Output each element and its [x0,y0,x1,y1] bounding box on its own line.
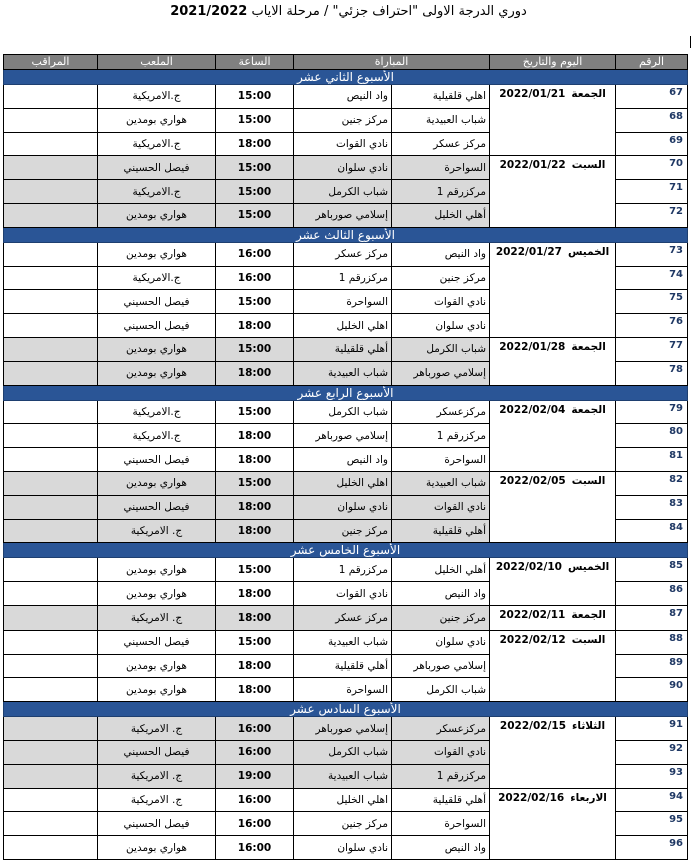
kickoff-time: 15:00 [216,85,294,109]
document-title [0,2,697,22]
away-team: السواحرة [294,290,392,314]
home-team: شباب الكرمل [392,337,490,361]
observer [4,495,98,519]
home-team: إسلامي صورباهر [392,361,490,385]
match-row [4,400,688,424]
home-team: أهلي الخليل [392,203,490,227]
venue: ج.الامريكية [98,266,216,290]
home-team: شباب العبيدية [392,108,490,132]
match-day-date [490,630,616,701]
venue: فيصل الحسيني [98,314,216,338]
match-number: 81 [616,448,688,472]
match-date: 2022/01/28 [499,340,566,353]
venue: ج. الامريكية [98,519,216,543]
header-time: الساعة [216,55,294,70]
observer [4,424,98,448]
kickoff-time: 15:00 [216,400,294,424]
match-number: 77 [616,337,688,361]
observer [4,605,98,630]
day-name: الخميس [567,245,610,258]
match-row [4,471,688,495]
match-row [4,337,688,361]
venue: هواري بومدين [98,654,216,678]
venue: ج. الامريكية [98,788,216,812]
observer [4,290,98,314]
day-name: الجمعة [571,403,606,416]
match-number: 67 [616,85,688,109]
observer [4,156,98,180]
week-label: الأسبوع الثالث عشر [4,227,688,242]
home-team: السواحرة [392,812,490,836]
match-row [4,788,688,812]
kickoff-time: 15:00 [216,108,294,132]
home-team: نادي القوات [392,495,490,519]
match-number: 96 [616,836,688,860]
away-team: مركز عسكر [294,242,392,266]
match-row [4,156,688,180]
match-row [4,717,688,741]
match-number: 75 [616,290,688,314]
kickoff-time: 18:00 [216,678,294,702]
match-day-date [490,400,616,471]
kickoff-time: 16:00 [216,836,294,860]
kickoff-time: 16:00 [216,740,294,764]
venue: هواري بومدين [98,108,216,132]
venue: فيصل الحسيني [98,812,216,836]
kickoff-time: 18:00 [216,654,294,678]
observer [4,654,98,678]
kickoff-time: 15:00 [216,203,294,227]
kickoff-time: 18:00 [216,582,294,606]
away-team: واد النيص [294,448,392,472]
venue: هواري بومدين [98,337,216,361]
away-team: مركز جنين [294,108,392,132]
away-team: مركز عسكر [294,605,392,630]
match-row [4,85,688,109]
kickoff-time: 15:00 [216,337,294,361]
home-team: السواحرة [392,448,490,472]
match-number: 78 [616,361,688,385]
home-team: مركز جنين [392,605,490,630]
home-team: نادي سلوان [392,630,490,654]
venue: ج. الامريكية [98,605,216,630]
away-team: شباب العبيدية [294,764,392,788]
match-number: 87 [616,605,688,630]
home-team: أهلي الخليل [392,558,490,582]
home-team: نادي سلوان [392,314,490,338]
match-number: 88 [616,630,688,654]
match-number: 70 [616,156,688,180]
match-number: 72 [616,203,688,227]
venue: ج. الامريكية [98,717,216,741]
match-day-date [490,85,616,156]
schedule-body [4,70,688,860]
week-label: الأسبوع السادس عشر [4,702,688,717]
observer [4,108,98,132]
venue: ج.الامريكية [98,400,216,424]
match-date: 2022/02/10 [495,561,562,574]
match-date: 2022/01/21 [499,88,566,100]
match-number: 92 [616,740,688,764]
header-date: اليوم والتاريخ [490,55,616,70]
header-venue: الملعب [98,55,216,70]
kickoff-time: 15:00 [216,180,294,204]
week-header-row [4,385,688,400]
match-number: 79 [616,400,688,424]
day-name: الجمعة [571,608,606,621]
kickoff-time: 16:00 [216,788,294,812]
kickoff-time: 18:00 [216,314,294,338]
away-team: شباب الكرمل [294,400,392,424]
kickoff-time: 18:00 [216,132,294,156]
match-number: 86 [616,582,688,606]
kickoff-time: 15:00 [216,630,294,654]
match-day-date [490,242,616,337]
away-team: إسلامي صورباهر [294,424,392,448]
match-number: 73 [616,242,688,266]
away-team: نادي سلوان [294,156,392,180]
home-team: إسلامي صورباهر [392,654,490,678]
venue: ج.الامريكية [98,180,216,204]
away-team: مركز جنين [294,812,392,836]
observer [4,812,98,836]
match-number: 91 [616,717,688,741]
match-date: 2022/02/11 [499,608,566,621]
observer [4,630,98,654]
day-name: السبت [571,474,606,487]
kickoff-time: 18:00 [216,519,294,543]
venue: ج.الامريكية [98,132,216,156]
kickoff-time: 18:00 [216,424,294,448]
home-team: مركزعسكر [392,400,490,424]
home-team: السواحرة [392,156,490,180]
match-number: 71 [616,180,688,204]
day-name: الخميس [567,561,610,574]
observer [4,242,98,266]
observer [4,132,98,156]
home-team: مركزعسكر [392,717,490,741]
match-number: 82 [616,471,688,495]
kickoff-time: 18:00 [216,495,294,519]
observer [4,180,98,204]
match-row [4,242,688,266]
home-team: مركزرقم 1 [392,180,490,204]
match-row [4,605,688,630]
observer [4,361,98,385]
observer [4,558,98,582]
kickoff-time: 18:00 [216,448,294,472]
away-team: اهلي الخليل [294,314,392,338]
title-year: 2021/2022 [170,4,248,19]
observer [4,717,98,741]
kickoff-time: 19:00 [216,764,294,788]
kickoff-time: 18:00 [216,605,294,630]
away-team: اهلي الخليل [294,788,392,812]
match-number: 90 [616,678,688,702]
match-number: 80 [616,424,688,448]
match-number: 85 [616,558,688,582]
match-number: 95 [616,812,688,836]
venue: هواري بومدين [98,471,216,495]
day-name: الثلاثاء [572,720,606,733]
match-date: 2022/02/12 [499,633,566,646]
match-date: 2022/02/05 [499,474,566,487]
match-number: 84 [616,519,688,543]
venue: ج.الامريكية [98,85,216,109]
match-number: 94 [616,788,688,812]
venue: هواري بومدين [98,836,216,860]
header-observer: المراقب [4,55,98,70]
observer [4,788,98,812]
venue: هواري بومدين [98,582,216,606]
away-team: إسلامي صورباهر [294,203,392,227]
day-name: السبت [571,159,606,172]
week-header-row [4,227,688,242]
match-row [4,558,688,582]
match-number: 89 [616,654,688,678]
venue: هواري بومدين [98,678,216,702]
venue: فيصل الحسيني [98,290,216,314]
away-team: شباب العبيدية [294,361,392,385]
match-day-date [490,788,616,859]
week-header-row [4,543,688,558]
match-day-date [490,605,616,630]
match-date: 2022/02/04 [499,403,566,416]
match-day-date [490,156,616,227]
home-team: نادي القوات [392,290,490,314]
home-team: واد النيص [392,582,490,606]
observer [4,266,98,290]
day-name: الاربعاء [570,791,607,804]
away-team: السواحرة [294,678,392,702]
schedule-table [3,54,688,860]
header-num: الرقم [616,55,688,70]
home-team: مركزرقم 1 [392,764,490,788]
observer [4,582,98,606]
match-number: 68 [616,108,688,132]
match-row [4,630,688,654]
observer [4,471,98,495]
away-team: أهلي قلقيلية [294,337,392,361]
match-number: 69 [616,132,688,156]
kickoff-time: 15:00 [216,558,294,582]
venue: فيصل الحسيني [98,495,216,519]
week-label: الأسبوع الرابع عشر [4,385,688,400]
week-label: الأسبوع الثاني عشر [4,70,688,85]
observer [4,314,98,338]
kickoff-time: 15:00 [216,290,294,314]
home-team: اهلي قلقيلية [392,85,490,109]
venue: فيصل الحسيني [98,630,216,654]
observer [4,678,98,702]
home-team: مركز جنين [392,266,490,290]
away-team: مركزرقم 1 [294,558,392,582]
observer [4,519,98,543]
match-day-date [490,337,616,385]
week-label: الأسبوع الخامس عشر [4,543,688,558]
away-team: شباب الكرمل [294,180,392,204]
away-team: اهلي الخليل [294,471,392,495]
kickoff-time: 15:00 [216,156,294,180]
venue: ج. الامريكية [98,764,216,788]
away-team: نادي سلوان [294,495,392,519]
home-team: مركزرقم 1 [392,424,490,448]
observer [4,448,98,472]
away-team: نادي القوات [294,132,392,156]
day-name: السبت [571,633,606,646]
observer [4,203,98,227]
venue: هواري بومدين [98,361,216,385]
kickoff-time: 16:00 [216,717,294,741]
observer [4,740,98,764]
match-day-date [490,471,616,542]
venue: هواري بومدين [98,242,216,266]
away-team: شباب الكرمل [294,740,392,764]
away-team: نادي القوات [294,582,392,606]
kickoff-time: 15:00 [216,471,294,495]
match-number: 83 [616,495,688,519]
day-name: الجمعة [571,340,606,353]
observer [4,836,98,860]
day-name: الجمعة [571,88,606,100]
home-team: نادي القوات [392,740,490,764]
home-team: أهلي قلقيلية [392,519,490,543]
away-team: مركز جنين [294,519,392,543]
week-header-row [4,70,688,85]
away-team: نادي سلوان [294,836,392,860]
match-day-date [490,558,616,606]
home-team: أهلي قلقيلية [392,788,490,812]
match-date: 2022/01/27 [495,245,562,258]
away-team: أهلي قلقيلية [294,654,392,678]
header-row [4,55,688,70]
venue: ج.الامريكية [98,424,216,448]
match-number: 74 [616,266,688,290]
match-date: 2022/02/15 [499,720,567,733]
kickoff-time: 16:00 [216,242,294,266]
home-team: مركز عسكر [392,132,490,156]
venue: فيصل الحسيني [98,156,216,180]
cell-cursor-mark [690,36,692,48]
match-day-date [490,717,616,788]
kickoff-time: 16:00 [216,812,294,836]
venue: هواري بومدين [98,203,216,227]
home-team: واد النيص [392,242,490,266]
away-team: واد النيص [294,85,392,109]
week-header-row [4,702,688,717]
header-match: المباراة [294,55,490,70]
title-text: دوري الدرجة الاولى "احتراف جزئي" / مرحلة الاياب [251,4,527,19]
venue: فيصل الحسيني [98,740,216,764]
home-team: شباب العبيدية [392,471,490,495]
observer [4,337,98,361]
observer [4,85,98,109]
away-team: شباب العبيدية [294,630,392,654]
observer [4,400,98,424]
home-team: شباب الكرمل [392,678,490,702]
match-date: 2022/02/16 [498,791,565,804]
kickoff-time: 16:00 [216,266,294,290]
venue: فيصل الحسيني [98,448,216,472]
home-team: واد النيص [392,836,490,860]
match-date: 2022/01/22 [499,159,566,172]
kickoff-time: 18:00 [216,361,294,385]
observer [4,764,98,788]
match-number: 93 [616,764,688,788]
match-number: 76 [616,314,688,338]
away-team: مركزرقم 1 [294,266,392,290]
away-team: إسلامي صورباهر [294,717,392,741]
venue: هواري بومدين [98,558,216,582]
